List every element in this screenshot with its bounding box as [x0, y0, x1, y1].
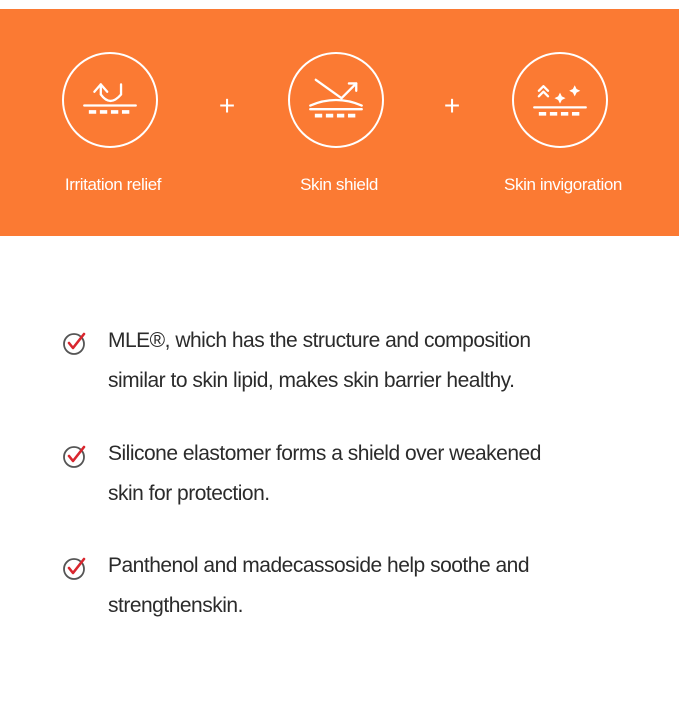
skin-shield-icon: [288, 52, 384, 148]
check-circle-icon: [62, 330, 88, 356]
plus-sign: +: [218, 90, 236, 121]
check-circle-icon: [62, 555, 88, 581]
benefit-line: skin for protection.: [108, 482, 270, 505]
benefit-text: [108, 434, 628, 514]
benefit-text: [108, 546, 628, 626]
check-circle-icon: [62, 443, 88, 469]
irritation-relief-icon: [62, 52, 158, 148]
benefit-line: Panthenol and madecassoside help soothe and: [108, 554, 529, 577]
benefit-line: strengthenskin.: [108, 594, 243, 617]
skin-invigoration-icon: [512, 52, 608, 148]
benefit-line: Silicone elastomer forms a shield over weakened: [108, 442, 541, 465]
feature-label: Skin invigoration: [504, 175, 622, 194]
benefit-line: similar to skin lipid, makes skin barrier healthy.: [108, 369, 515, 392]
feature-label: Skin shield: [300, 175, 378, 194]
plus-sign: +: [443, 90, 461, 121]
benefit-line: MLE®, which has the structure and composition: [108, 329, 531, 352]
benefit-text: [108, 321, 628, 401]
top-strip: [0, 0, 679, 9]
feature-banner: [0, 9, 679, 236]
feature-label: Irritation relief: [64, 175, 162, 194]
